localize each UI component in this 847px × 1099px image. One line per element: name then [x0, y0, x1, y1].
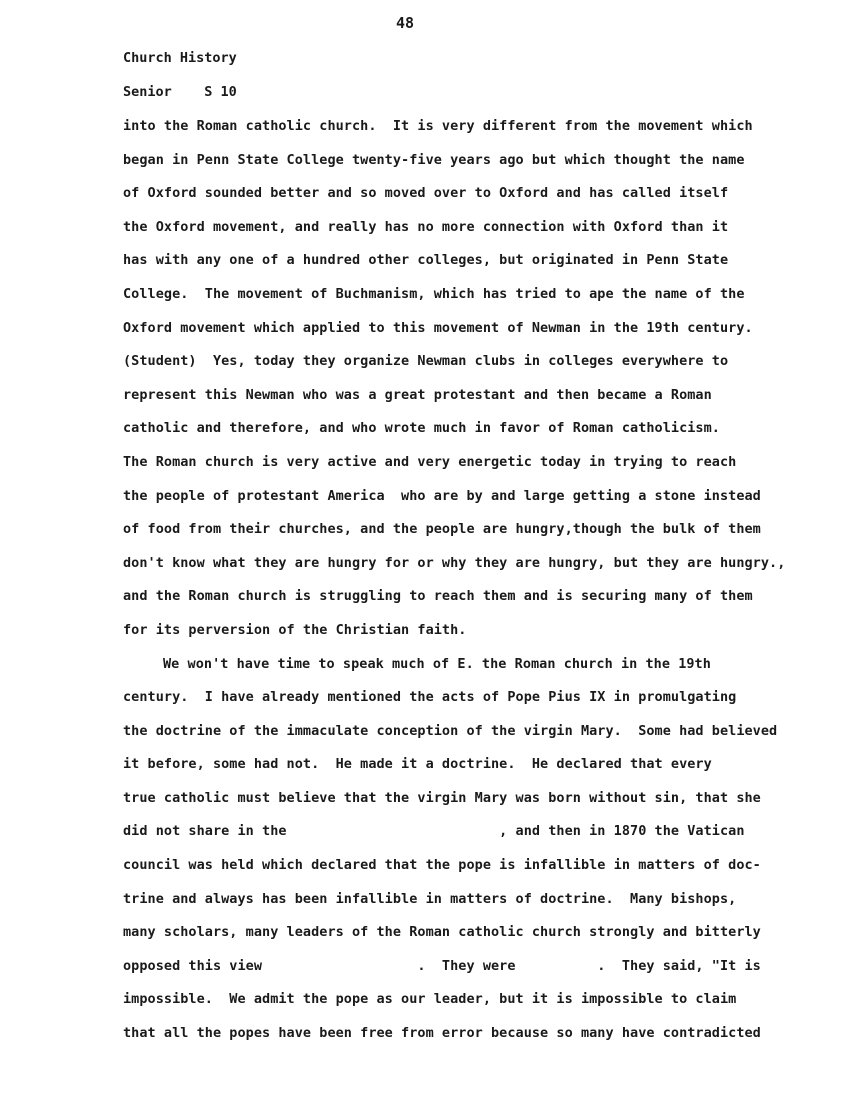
text-line: began in Penn State College twenty-five years ago but which thought the name [123, 151, 745, 168]
text-line: don't know what they are hungry for or why they are hungry, but they are hungry., [123, 554, 786, 571]
text-line: Oxford movement which applied to this movement of Newman in the 19th century. [123, 319, 753, 336]
page-number: 48 [396, 14, 415, 32]
text-line: impossible. We admit the pope as our leader, but it is impossible to claim [123, 991, 737, 1008]
text-line: and the Roman church is struggling to reach them and is securing many of them [123, 588, 753, 605]
text-line: true catholic must believe that the virgin Mary was born without sin, that she [123, 789, 761, 806]
text-line: opposed this view . They were . They said, "It is [123, 957, 761, 974]
text-line: that all the popes have been free from error because so many have contradicted [123, 1025, 761, 1042]
text-line: into the Roman catholic church. It is very different from the movement which [123, 118, 753, 134]
text-line: the Oxford movement, and really has no more connection with Oxford than it [123, 218, 729, 235]
text-line: many scholars, many leaders of the Roman catholic church strongly and bitterly [123, 924, 761, 941]
text-line: century. I have already mentioned the acts of Pope Pius IX in promulgating [123, 689, 737, 706]
text-line: of food from their churches, and the people are hungry,though the bulk of them [123, 521, 761, 538]
course-title: Church History [123, 50, 237, 66]
text-line: it before, some had not. He made it a doctrine. He declared that every [123, 756, 712, 773]
text-line: trine and always has been infallible in matters of doctrine. Many bishops, [123, 890, 737, 907]
text-line: for its perversion of the Christian faith. [123, 621, 467, 638]
text-line: (Student) Yes, today they organize Newman clubs in colleges everywhere to [123, 353, 729, 370]
text-line: represent this Newman who was a great protestant and then became a Roman [123, 386, 712, 403]
text-line: catholic and therefore, and who wrote much in favor of Roman catholicism. [123, 420, 720, 437]
text-line: has with any one of a hundred other colleges, but originated in Penn State [123, 252, 729, 269]
text-line: the doctrine of the immaculate conception of the virgin Mary. Some had believed [123, 722, 778, 739]
text-line: The Roman church is very active and very energetic today in trying to reach [123, 453, 737, 470]
text-line: council was held which declared that the pope is infallible in matters of doc- [123, 857, 761, 874]
section-label: Senior S 10 [123, 84, 237, 100]
body-text [123, 116, 823, 1057]
text-line: did not share in the , and then in 1870 the Vatican [123, 823, 745, 840]
text-line: We won't have time to speak much of E. the Roman church in the 19th [163, 655, 711, 672]
text-line: of Oxford sounded better and so moved over to Oxford and has called itself [123, 185, 729, 202]
text-line: College. The movement of Buchmanism, which has tried to ape the name of the [123, 285, 745, 302]
text-line: the people of protestant America who are by and large getting a stone instead [123, 487, 761, 504]
